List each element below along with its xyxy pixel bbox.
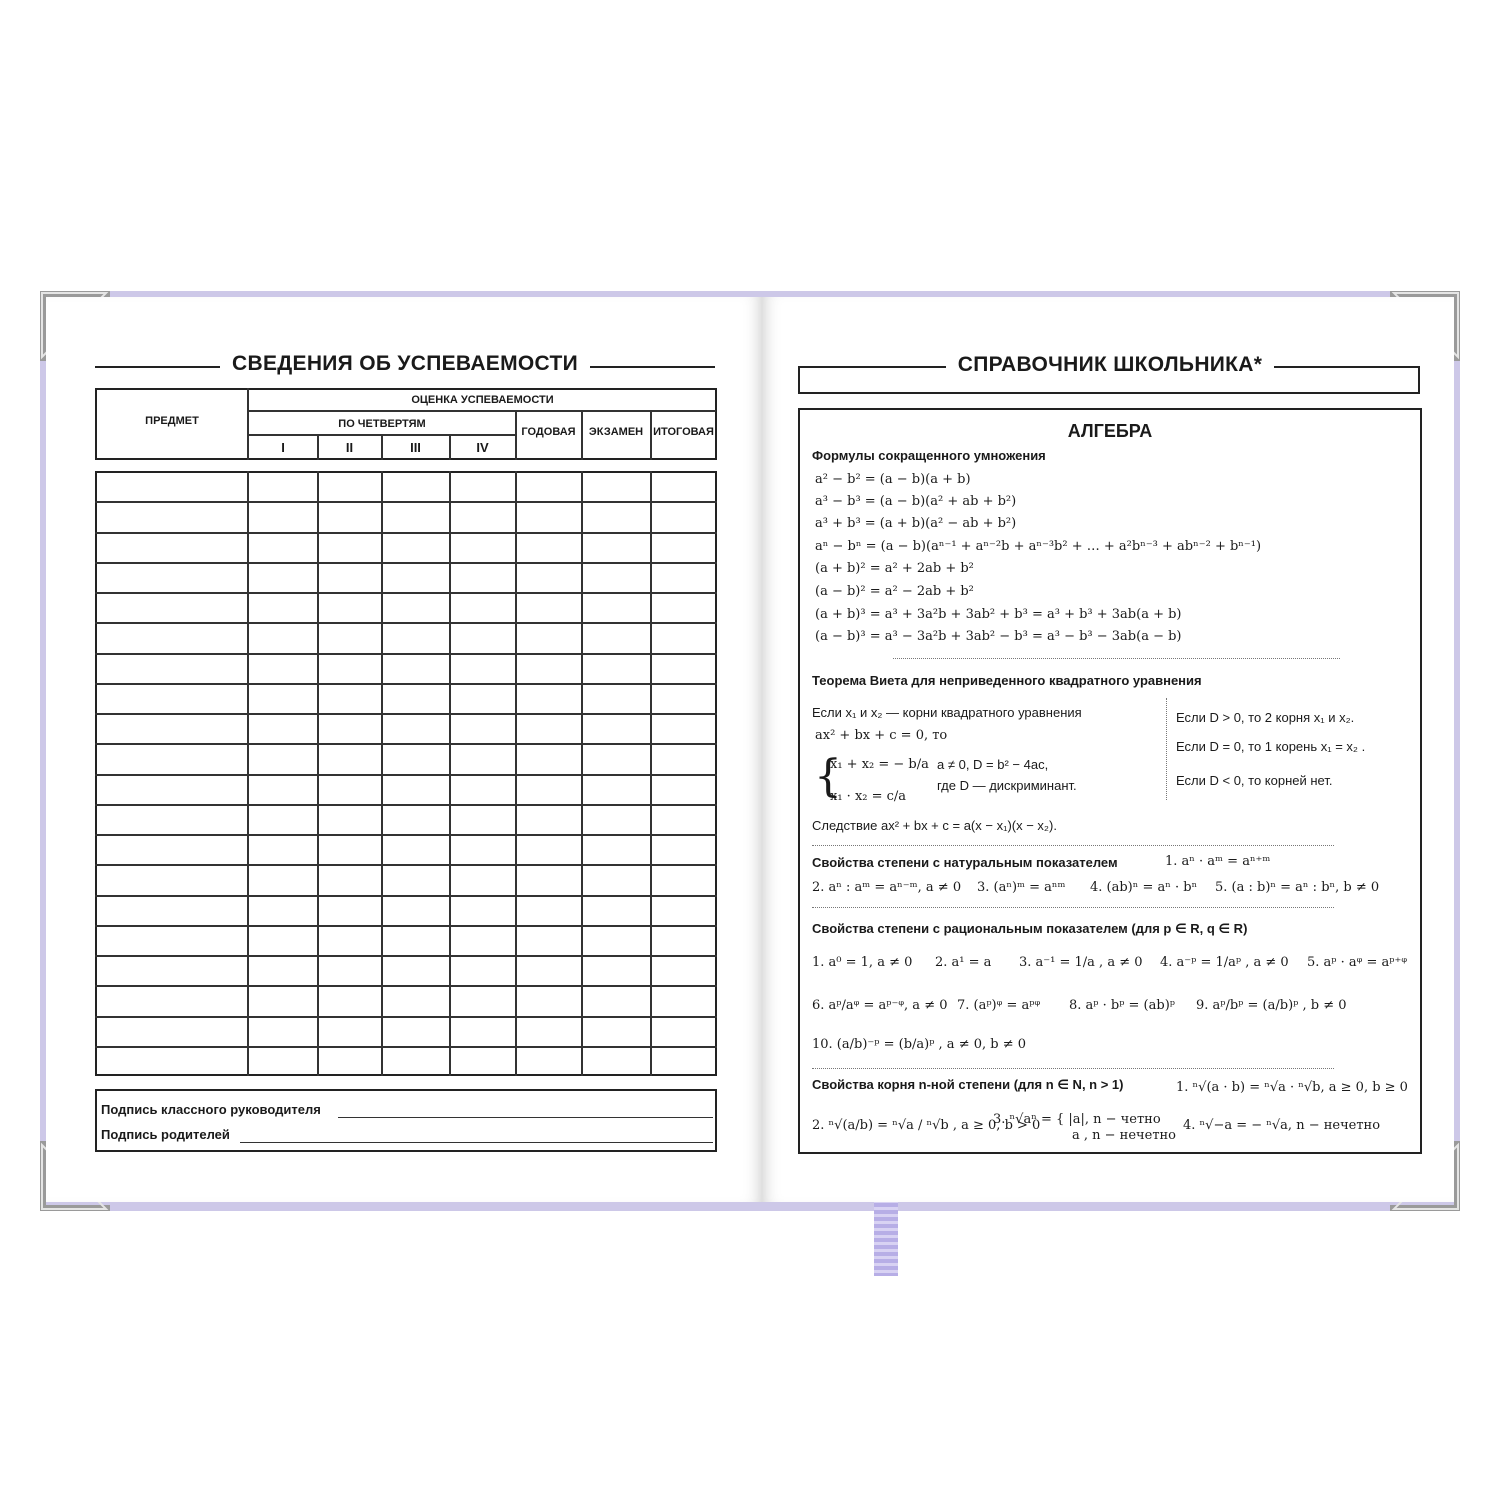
- formula-line: (a + b)³ = a³ + 3a²b + 3ab² + b³ = a³ + b³ + 3ab(a + b): [815, 607, 1182, 622]
- quarter-4: IV: [476, 440, 489, 455]
- grid-row-line: [95, 501, 717, 503]
- quarter-2: II: [345, 440, 354, 455]
- vieta-line: Если x₁ и x₂ — корни квадратного уравнения: [812, 705, 1082, 720]
- page-title: СПРАВОЧНИК ШКОЛЬНИКА*: [946, 353, 1275, 376]
- right-title-wrap: [798, 353, 1422, 377]
- grid-row-line: [95, 713, 717, 715]
- vieta-line: ax² + bx + c = 0, то: [815, 728, 948, 743]
- grid-row-line: [95, 622, 717, 624]
- formula-line: aⁿ − bⁿ = (a − b)(aⁿ⁻¹ + aⁿ⁻²b + aⁿ⁻³b² + … + a²bⁿ⁻³ + abⁿ⁻² + bⁿ⁻¹): [815, 539, 1262, 554]
- discriminant-case: Если D = 0, то 1 корень x₁ = x₂ .: [1176, 739, 1366, 754]
- power-property: 1. aⁿ · aᵐ = aⁿ⁺ᵐ: [1165, 854, 1271, 869]
- root-property: 2. ⁿ√(a/b) = ⁿ√a / ⁿ√b , a ≥ 0, b > 0: [812, 1118, 1041, 1133]
- vieta-product: x₁ · x₂ = c/a: [830, 789, 907, 804]
- power-property: 2. aⁿ : aᵐ = aⁿ⁻ᵐ, a ≠ 0: [812, 880, 962, 895]
- formula-line: a³ − b³ = (a − b)(a² + ab + b²): [815, 494, 1017, 509]
- parents-signature-label: Подпись родителей: [101, 1127, 230, 1142]
- quarter-1: I: [281, 440, 285, 455]
- grid-row-line: [95, 774, 717, 776]
- power-property: 1. a⁰ = 1, a ≠ 0: [812, 955, 913, 970]
- grid-row-line: [95, 985, 717, 987]
- power-property: 10. (a/b)⁻ᵖ = (b/a)ᵖ , a ≠ 0, b ≠ 0: [812, 1037, 1027, 1052]
- power-property: 2. a¹ = a: [935, 955, 992, 970]
- grid-row-line: [95, 743, 717, 745]
- section-title: Свойства степени с натуральным показателем: [812, 855, 1118, 870]
- teacher-signature-label: Подпись классного руководителя: [101, 1102, 321, 1117]
- vieta-sum: x₁ + x₂ = − b/a: [830, 757, 929, 772]
- power-property: 7. (aᵖ)ᵠ = aᵖᵠ: [957, 998, 1041, 1013]
- section-title: Свойства корня n-ной степени (для n ∈ N, n > 1): [812, 1077, 1124, 1092]
- power-property: 3. a⁻¹ = 1/a , a ≠ 0: [1019, 955, 1143, 970]
- vieta-condition: где D — дискриминант.: [937, 778, 1077, 793]
- quarter-3: III: [410, 440, 421, 455]
- formula-line: (a − b)² = a² − 2ab + b²: [815, 584, 974, 599]
- grid-row-line: [95, 532, 717, 534]
- grid-row-line: [95, 653, 717, 655]
- quarters-header: ПО ЧЕТВЕРТЯМ: [338, 418, 426, 430]
- dotted-separator: [893, 658, 1340, 659]
- grid-row-line: [95, 955, 717, 957]
- bookmark-ribbon[interactable]: [874, 1196, 898, 1276]
- left-title-wrap: [0, 352, 810, 376]
- grid-row-line: [95, 895, 717, 897]
- formula-line: (a + b)² = a² + 2ab + b²: [815, 561, 974, 576]
- subject-header: ПРЕДМЕТ: [145, 415, 199, 427]
- final-header: ИТОГОВАЯ: [653, 426, 714, 438]
- power-property: 5. (a : b)ⁿ = aⁿ : bⁿ, b ≠ 0: [1215, 880, 1380, 895]
- power-property: 9. aᵖ/bᵖ = (a/b)ᵖ , b ≠ 0: [1196, 998, 1347, 1013]
- vieta-condition: a ≠ 0, D = b² − 4ac,: [937, 757, 1049, 772]
- system-brace-icon: {: [814, 751, 842, 802]
- grid-row-line: [95, 804, 717, 806]
- annual-header: ГОДОВАЯ: [521, 426, 576, 438]
- grid-row-line: [95, 1046, 717, 1048]
- power-property: 4. a⁻ᵖ = 1/aᵖ , a ≠ 0: [1160, 955, 1289, 970]
- dotted-separator: [1166, 698, 1167, 800]
- power-property: 3. (aⁿ)ᵐ = aⁿᵐ: [977, 880, 1066, 895]
- section-title: Свойства степени с рациональным показателем (для p ∈ R, q ∈ R): [812, 921, 1248, 936]
- discriminant-case: Если D < 0, то корней нет.: [1176, 773, 1333, 788]
- divider: [247, 410, 716, 412]
- section-title: Теорема Виета для неприведенного квадратного уравнения: [812, 673, 1202, 688]
- page-title: СВЕДЕНИЯ ОБ УСПЕВАЕМОСТИ: [220, 352, 590, 375]
- power-property: 8. aᵖ · bᵖ = (ab)ᵖ: [1069, 998, 1175, 1013]
- root-property: 4. ⁿ√−a = − ⁿ√a, n − нечетно: [1183, 1118, 1381, 1133]
- grades-header: ОЦЕНКА УСПЕВАЕМОСТИ: [411, 394, 554, 406]
- grid-row-line: [95, 562, 717, 564]
- teacher-signature-field[interactable]: [338, 1117, 713, 1118]
- dotted-separator: [812, 1068, 1334, 1069]
- root-property: a , n − нечетно: [1072, 1128, 1177, 1143]
- power-property: 4. (ab)ⁿ = aⁿ · bⁿ: [1090, 880, 1198, 895]
- dotted-separator: [812, 907, 1334, 908]
- dotted-separator: [812, 845, 1334, 846]
- formula-line: a² − b² = (a − b)(a + b): [815, 472, 971, 487]
- grid-row-line: [95, 592, 717, 594]
- parents-signature-field[interactable]: [240, 1142, 713, 1143]
- formula-line: a³ + b³ = (a + b)(a² − ab + b²): [815, 516, 1017, 531]
- section-title: Формулы сокращенного умножения: [812, 448, 1046, 463]
- algebra-title: АЛГЕБРА: [1067, 421, 1153, 441]
- grid-row-line: [95, 1016, 717, 1018]
- root-property: 1. ⁿ√(a · b) = ⁿ√a · ⁿ√b, a ≥ 0, b ≥ 0: [1176, 1080, 1408, 1095]
- title-box-bottom: [798, 392, 1420, 394]
- power-property: 5. aᵖ · aᵠ = aᵖ⁺ᵠ: [1307, 955, 1408, 970]
- root-property: 3. ⁿ√aⁿ = { |a|, n − четно: [993, 1112, 1161, 1127]
- exam-header: ЭКЗАМЕН: [588, 426, 644, 438]
- formula-line: (a − b)³ = a³ − 3a²b + 3ab² − b³ = a³ − b³ − 3ab(a − b): [815, 629, 1182, 644]
- power-property: 6. aᵖ/aᵠ = aᵖ⁻ᵠ, a ≠ 0: [812, 998, 948, 1013]
- grid-row-line: [95, 834, 717, 836]
- grid-row-line: [95, 925, 717, 927]
- discriminant-case: Если D > 0, то 2 корня x₁ и x₂.: [1176, 710, 1355, 725]
- grid-row-line: [95, 864, 717, 866]
- grid-row-line: [95, 683, 717, 685]
- vieta-corollary: Следствие ax² + bx + c = a(x − x₁)(x − x₂).: [812, 818, 1057, 833]
